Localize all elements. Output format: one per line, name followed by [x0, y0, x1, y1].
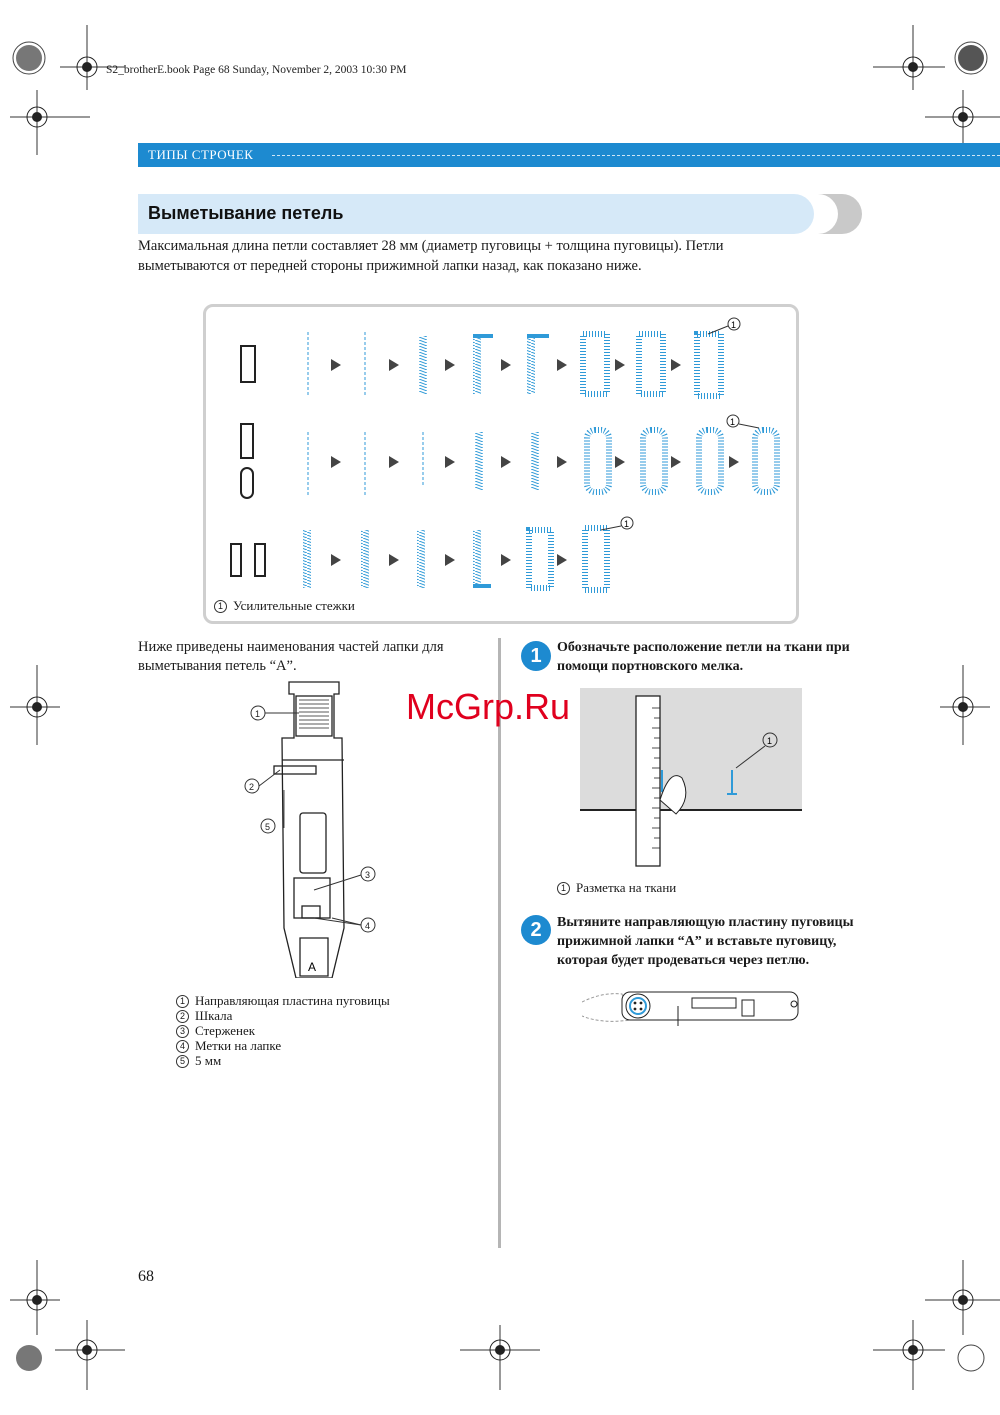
section-header-bar: [138, 143, 1000, 167]
title-banner-cap: [812, 194, 862, 234]
page-title: Выметывание петель: [148, 203, 344, 223]
step-2-badge: 2: [521, 915, 551, 945]
svg-text:4: 4: [365, 921, 371, 931]
svg-text:5: 5: [265, 822, 271, 832]
watermark: McGrp.Ru: [406, 686, 571, 727]
section-label: ТИПЫ СТРОЧЕК: [148, 147, 254, 162]
legend-marker: 1: [214, 600, 227, 613]
svg-text:1: 1: [730, 417, 736, 427]
step-1-badge: 1: [521, 641, 551, 671]
fabric-caption: 1 Разметка на ткани: [557, 880, 676, 895]
svg-text:1: 1: [731, 320, 737, 330]
step-1-text: Обозначьте расположение петли на ткани при помощи портновского мелка.: [557, 640, 850, 674]
section-dash-line: [272, 155, 1000, 156]
fabric-marker: 1: [767, 736, 773, 746]
buttonhole-sequence-drawing: [203, 304, 793, 594]
part-item: 3 Стерженек: [176, 1023, 390, 1038]
svg-text:1: 1: [255, 709, 261, 719]
part-item: 1 Направляющая пластина пуговицы: [176, 993, 390, 1008]
part-item: 4 Метки на лапке: [176, 1038, 390, 1053]
part-item: 2 Шкала: [176, 1008, 390, 1023]
step-2-text: Вытяните направляющую пластину пуговицы прижимной лапки “А” и вставьте пуговицу, которая будет продеваться через петлю.: [557, 915, 854, 968]
title-banner: [138, 194, 814, 234]
presser-foot-illustration: [244, 678, 394, 978]
parts-list: [176, 993, 390, 1068]
figure-legend: [214, 598, 355, 614]
row-1-stitches: [241, 318, 740, 396]
intro-paragraph: Максимальная длина петли составляет 28 мм (диаметр пуговицы + толщина пуговицы). Петли выметываются от передней стороны прижимной лапки назад, как показано ниже.: [138, 238, 724, 274]
foot-letter: A: [308, 960, 317, 974]
svg-text:1: 1: [624, 519, 630, 529]
presser-foot-intro: Ниже приведены наименования частей лапки для выметывания петель “А”.: [138, 639, 444, 674]
fabric-marking-illustration: [580, 688, 802, 868]
part-item: 5 5 мм: [176, 1053, 390, 1068]
legend-text: Усилительные стежки: [233, 598, 355, 613]
page-number: 68: [138, 1268, 154, 1285]
svg-text:2: 2: [249, 782, 255, 792]
svg-text:3: 3: [365, 870, 371, 880]
column-divider: [498, 638, 501, 1248]
row-3-stitches: [231, 517, 633, 590]
button-insert-illustration: [582, 984, 804, 1032]
row-2-stitches: [241, 415, 777, 498]
book-header: S2_brotherE.book Page 68 Sunday, November 2, 2003 10:30 PM: [106, 64, 407, 76]
